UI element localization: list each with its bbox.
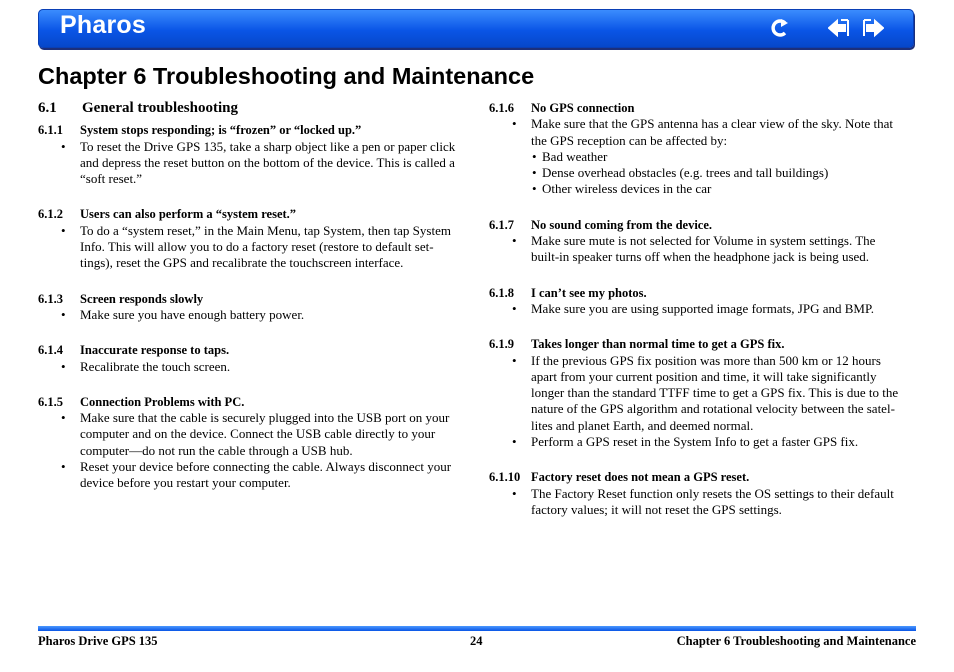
bullet-item [38, 359, 466, 375]
bullet-icon: • [61, 138, 66, 154]
item-title: No GPS connection [531, 101, 635, 115]
bullet-line: the GPS reception can be affected by: [531, 132, 728, 148]
bullet-list [38, 223, 466, 272]
item-title: No sound coming from the device. [531, 217, 713, 232]
bullet-icon: • [61, 459, 66, 475]
bullet-line: tings), reset the GPS and recalibrate the touchscreen interface. [80, 255, 404, 271]
bullet-line: computer—do not run the cable through a USB hub. [80, 442, 353, 458]
sub-bullet-list [489, 149, 917, 198]
left-items [38, 122, 466, 491]
bullet-icon: • [512, 352, 517, 368]
item-heading [489, 217, 917, 233]
sub-bullet-item [489, 165, 917, 181]
bullet-list [38, 359, 466, 375]
bullet-line: nature of the GPS algorithm and rotational velocity between the satel- [531, 401, 895, 417]
return-icon[interactable] [769, 18, 791, 38]
item-heading [38, 206, 466, 222]
bullet-line: Make sure that the cable is securely plugged into the USB port on your [80, 410, 450, 426]
item-number: 6.1.8 [489, 285, 514, 300]
bullet-icon: • [512, 300, 517, 316]
bullet-line: built-in speaker turns off when the headphone jack is being used. [531, 249, 870, 265]
bullet-icon: • [512, 116, 517, 132]
bullet-line: The Factory Reset function only resets the OS settings to their default [531, 485, 894, 501]
item-heading [38, 291, 466, 307]
spacer [38, 375, 466, 394]
bullet-line: Make sure you have enough battery power. [80, 306, 305, 322]
header-bar [38, 9, 914, 48]
bullet-item [489, 116, 917, 149]
bullet-list [38, 410, 466, 491]
item-number: 6.1.3 [38, 291, 63, 306]
bullet-item [489, 233, 917, 266]
spacer [489, 266, 917, 285]
bullet-list [489, 486, 917, 519]
bullet-list [38, 139, 466, 188]
sub-bullet-text: Other wireless devices in the car [542, 181, 712, 197]
item-number: 6.1.6 [489, 101, 514, 115]
bullet-item [489, 353, 917, 434]
footer-page-number: 24 [470, 634, 483, 648]
bullet-item [489, 434, 917, 450]
item-heading [489, 285, 917, 301]
bullet-icon: • [512, 485, 517, 501]
bullet-line: and depress the reset button on the bottom of the device. This is called a [80, 154, 455, 170]
item-number: 6.1.7 [489, 217, 514, 232]
sub-bullet-item [489, 181, 917, 197]
bullet-item [489, 486, 917, 519]
bullet-list [489, 233, 917, 266]
bullet-line: To reset the Drive GPS 135, take a sharp object like a pen or paper click [80, 138, 456, 154]
bullet-line: factory values; it will not reset the GPS settings. [531, 501, 782, 517]
sub-bullet-item [489, 149, 917, 165]
bullet-item [38, 459, 466, 492]
bullet-line: Recalibrate the touch screen. [80, 358, 231, 374]
bullet-icon: • [512, 233, 517, 249]
item-title: Connection Problems with PC. [80, 394, 245, 409]
spacer [38, 323, 466, 342]
bullet-item [489, 301, 917, 317]
item-number: 6.1.2 [38, 207, 63, 222]
item-number: 6.1.4 [38, 343, 63, 358]
spacer [38, 187, 466, 206]
item-number: 6.1.9 [489, 337, 514, 352]
spacer [489, 198, 917, 217]
item-title: Users can also perform a “system reset.” [80, 207, 297, 222]
bullet-icon: • [61, 306, 66, 322]
bullet-icon: • [61, 358, 66, 374]
bullet-line: device before you restart your computer. [80, 475, 291, 491]
sub-bullet-text: Bad weather [542, 148, 608, 164]
item-title: Factory reset does not mean a GPS reset. [531, 470, 750, 485]
bullet-line: longer than the standard TTFF time to get a GPS fix. This is due to the [531, 385, 899, 401]
brand-logo: Pharos [60, 11, 146, 39]
section-number: 6.1 [38, 100, 57, 116]
bullet-line: lites and planet Earth, and deemed normal. [531, 417, 754, 433]
bullet-list [38, 307, 466, 323]
item-title: I can’t see my photos. [531, 285, 647, 300]
spacer [489, 317, 917, 336]
bullet-list [489, 353, 917, 451]
prev-page-icon[interactable] [828, 18, 850, 38]
item-title: Takes longer than normal time to get a GPS fix. [531, 337, 785, 352]
bullet-line: To do a “system reset,” in the Main Menu, tap System, then tap System [80, 222, 451, 238]
bullet-item [38, 223, 466, 272]
section-title: General troubleshooting [82, 100, 238, 116]
item-heading [38, 342, 466, 358]
bullet-line: If the previous GPS fix position was more than 500 km or 12 hours [531, 352, 881, 368]
bullet-icon: • [61, 410, 66, 426]
bullet-line: “soft reset.” [80, 171, 143, 187]
bullet-icon: • [512, 434, 517, 450]
bullet-icon: • [61, 222, 66, 238]
bullet-list [489, 116, 917, 149]
bullet-item [38, 139, 466, 188]
item-number: 6.1.1 [38, 123, 63, 138]
bullet-icon: • [532, 181, 537, 197]
item-number: 6.1.10 [489, 470, 521, 485]
item-title: System stops responding; is “frozen” or “locked up.” [80, 123, 362, 138]
spacer [38, 272, 466, 291]
item-title: Inaccurate response to taps. [80, 343, 230, 358]
bullet-line: Make sure you are using supported image formats, JPG and BMP. [531, 300, 875, 316]
bullet-line: computer and on the device. Connect the USB cable directly to your [80, 426, 436, 442]
item-heading [489, 100, 917, 116]
item-heading [489, 469, 917, 485]
bullet-icon: • [532, 148, 537, 164]
footer-chapter: Chapter 6 Troubleshooting and Maintenance [676, 634, 916, 648]
bullet-line: Reset your device before connecting the cable. Always disconnect your [80, 459, 452, 475]
right-column [489, 100, 917, 518]
bullet-item [38, 307, 466, 323]
item-heading [38, 122, 466, 138]
item-number: 6.1.5 [38, 394, 63, 409]
bullet-line: Info. This will allow you to do a factory reset (restore to default set- [80, 239, 434, 255]
footer-product: Pharos Drive GPS 135 [38, 634, 158, 648]
bullet-line: Make sure mute is not selected for Volume in system settings. The [531, 233, 876, 249]
bullet-line: apart from your current position and time, it will take significantly [531, 368, 877, 384]
bullet-item [38, 410, 466, 459]
sub-bullet-text: Dense overhead obstacles (e.g. trees and tall buildings) [542, 165, 829, 181]
bullet-line: Perform a GPS reset in the System Info to get a faster GPS fix. [531, 434, 859, 450]
right-items [489, 100, 917, 518]
item-title: Screen responds slowly [80, 291, 204, 306]
bullet-list [489, 301, 917, 317]
footer-bar [38, 626, 916, 631]
bullet-line: Make sure that the GPS antenna has a clear view of the sky. Note that [531, 116, 893, 132]
bullet-icon: • [532, 165, 537, 181]
section-heading [38, 100, 466, 116]
chapter-title: Chapter 6 Troubleshooting and Maintenance [38, 63, 535, 89]
left-column [38, 100, 466, 492]
item-heading [489, 336, 917, 352]
spacer [489, 450, 917, 469]
item-heading [38, 394, 466, 410]
next-page-icon[interactable] [862, 18, 884, 38]
